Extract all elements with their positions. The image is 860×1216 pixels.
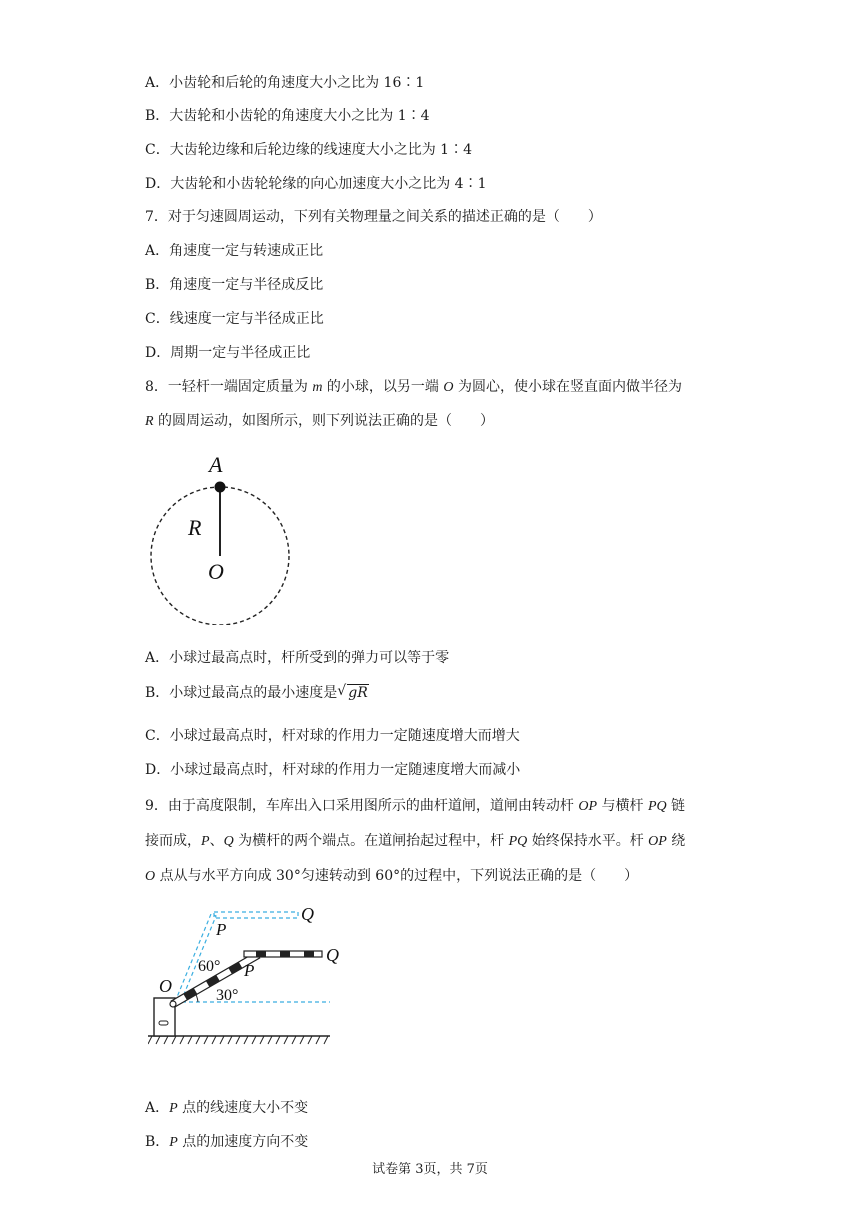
q8-option-b-text: B．小球过最高点的最小速度是 — [145, 685, 338, 701]
q9-stem-line3 — [145, 866, 638, 887]
q7-option-a: A．角速度一定与转速成正比 — [145, 243, 324, 259]
q9-text: 与横杆 — [597, 798, 648, 814]
q8-var-m: m — [312, 380, 323, 395]
q9-text: 链 — [666, 798, 686, 814]
q9-text: 、 — [209, 833, 224, 849]
q6-option-a: A．小齿轮和后轮的角速度大小之比为 16∶1 — [145, 75, 425, 91]
q8-stem-text: 8．一轻杆一端固定质量为 — [145, 379, 313, 395]
q6-option-c: C．大齿轮边缘和后轮边缘的线速度大小之比为 1∶4 — [145, 142, 472, 158]
q9-var-p: P — [169, 1135, 178, 1150]
q9-label-q-raised: Q — [301, 904, 314, 924]
q9-label-p: P — [244, 961, 255, 980]
q8-sqrt-radicand: gR — [348, 685, 368, 701]
q9-option-a — [145, 1098, 308, 1119]
q8-option-a: A．小球过最高点时，杆所受到的弹力可以等于零 — [145, 650, 450, 666]
q9-text: 绕 — [666, 833, 686, 849]
q9-label-60: 60° — [198, 958, 221, 975]
q8-stem-text: 为圆心，使小球在竖直面内做半径为 — [453, 379, 682, 395]
q9-text: 点从与水平方向成 30°匀速转动到 60°的过程中，下列说法正确的是（ ） — [155, 868, 639, 884]
q9-var-p: P — [201, 834, 210, 849]
q9-label-o: O — [159, 976, 172, 996]
q9-option-a-prefix: A． — [145, 1100, 170, 1116]
sqrt-symbol: √ gR — [337, 683, 368, 701]
gate-arm-pq — [244, 951, 322, 957]
q9-text: 始终保持水平。杆 — [527, 833, 649, 849]
q9-var-p: P — [169, 1101, 178, 1116]
q9-gate-figure — [148, 903, 348, 1053]
q8-label-o: O — [208, 559, 224, 584]
q7-option-b: B．角速度一定与半径成反比 — [145, 277, 324, 293]
q8-option-d: D．小球过最高点时，杆对球的作用力一定随速度增大而减小 — [145, 762, 521, 778]
q9-text: 9．由于高度限制，车库出入口采用图所示的曲杆道闸，道闸由转动杆 — [145, 798, 579, 814]
q6-option-d: D．大齿轮和小齿轮轮缘的向心加速度大小之比为 4∶1 — [145, 176, 487, 192]
q9-stem-line1 — [145, 796, 685, 817]
q8-stem-line1 — [145, 377, 682, 398]
q9-var-pq: PQ — [508, 834, 528, 849]
q8-stem-text: 的圆周运动，如图所示，则下列说法正确的是（ ） — [153, 413, 495, 429]
q8-label-r: R — [188, 515, 202, 540]
q8-option-b — [145, 683, 369, 703]
q8-ball — [215, 482, 226, 493]
q7-option-d: D．周期一定与半径成正比 — [145, 345, 311, 361]
q8-var-o: O — [443, 380, 454, 395]
q9-label-q: Q — [326, 945, 339, 965]
hinge-o — [170, 1001, 176, 1007]
q9-var-o: O — [145, 869, 156, 884]
q9-var-pq: PQ — [647, 799, 667, 814]
ground-hatch — [148, 1036, 328, 1044]
q9-label-30: 30° — [216, 987, 239, 1004]
q9-option-b-prefix: B． — [145, 1134, 170, 1150]
q9-option-b — [145, 1132, 308, 1153]
q7-option-c: C．线速度一定与半径成正比 — [145, 311, 324, 327]
q9-text: 为横杆的两个端点。在道闸抬起过程中，杆 — [233, 833, 509, 849]
q8-option-c: C．小球过最高点时，杆对球的作用力一定随速度增大而增大 — [145, 728, 520, 744]
q8-circle-figure — [140, 445, 310, 625]
q8-stem-line2 — [145, 411, 494, 432]
q9-var-op: OP — [648, 834, 667, 849]
q9-label-p-raised: P — [216, 920, 227, 939]
q6-option-b: B．大齿轮和小齿轮的角速度大小之比为 1∶4 — [145, 108, 430, 124]
q9-var-q: Q — [223, 834, 234, 849]
q9-stem-line2 — [145, 831, 685, 852]
page-footer: 试卷第 3页，共 7页 — [372, 1162, 488, 1177]
q9-option-a-text: 点的线速度大小不变 — [177, 1100, 309, 1116]
q8-stem-text: 的小球，以另一端 — [322, 379, 444, 395]
q8-var-r: R — [145, 414, 154, 429]
q9-var-op: OP — [578, 799, 598, 814]
q9-text: 接而成， — [145, 833, 201, 849]
q9-option-b-text: 点的加速度方向不变 — [177, 1134, 309, 1150]
q7-stem: 7．对于匀速圆周运动，下列有关物理量之间关系的描述正确的是（ ） — [145, 209, 602, 225]
q8-label-a: A — [209, 452, 223, 477]
